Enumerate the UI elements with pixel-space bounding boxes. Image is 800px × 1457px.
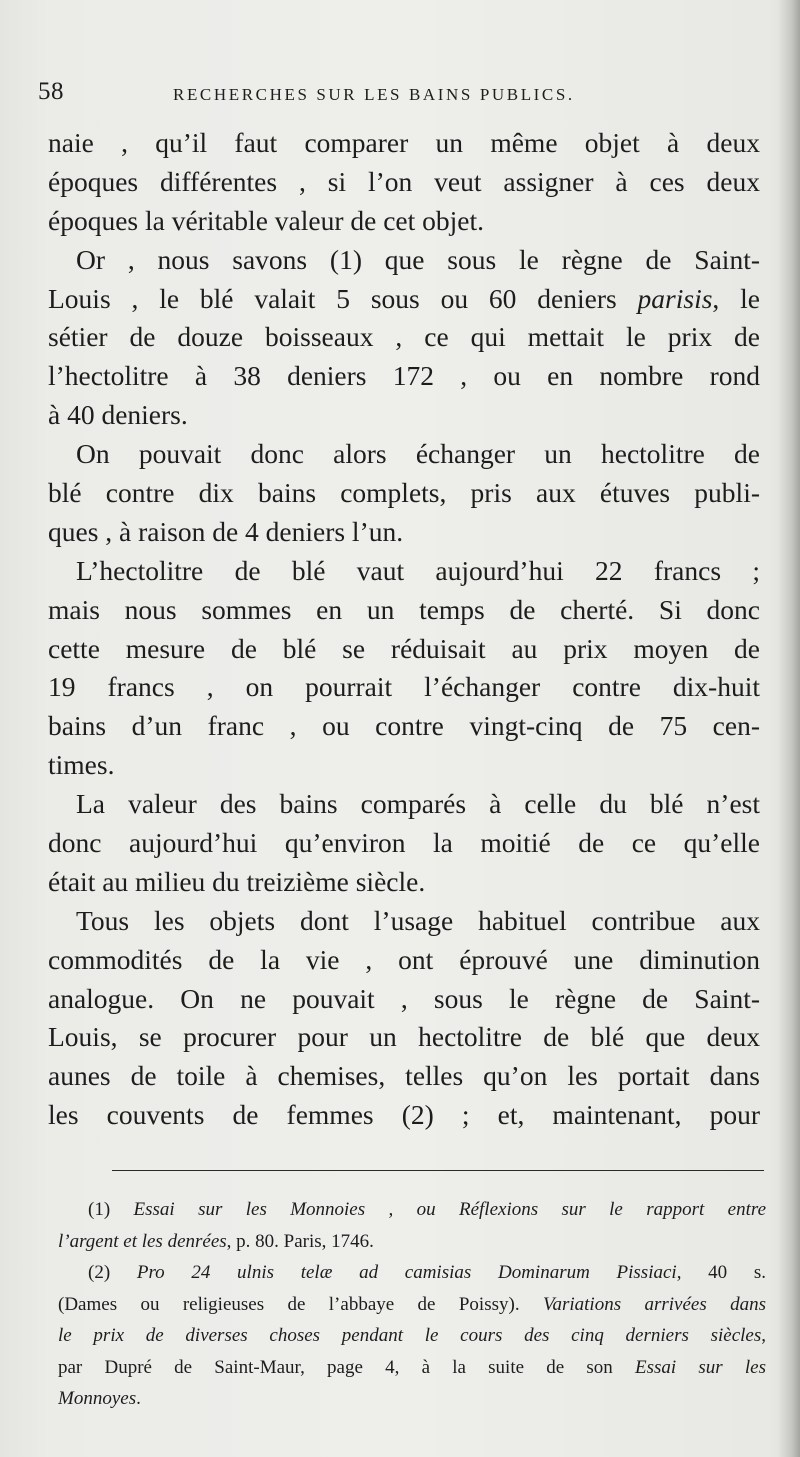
text-run: 19 francs , on pourrait l’échanger contre dix-huit [48, 671, 760, 703]
text-line [48, 668, 760, 707]
text-run: Louis, se procurer pour un hectolitre de blé que deux [48, 1021, 760, 1053]
text-line [48, 202, 760, 241]
italic-text: le prix de diverses choses pendant le cours des cinq derniers siècles [58, 1325, 762, 1346]
text-line [48, 707, 760, 746]
page-header [38, 78, 738, 110]
italic-text: Essai sur les [635, 1356, 766, 1378]
text-run: à 40 deniers. [48, 399, 188, 431]
text-run: époques la véritable valeur de cet objet. [48, 204, 484, 236]
footnote-2 [58, 1257, 766, 1415]
footnote-line [58, 1352, 766, 1384]
text-line [48, 863, 760, 902]
paragraph [48, 552, 760, 785]
text-line [48, 552, 760, 591]
text-line [48, 591, 760, 630]
text-line [48, 1096, 760, 1135]
text-line [48, 474, 760, 513]
text-run: était au milieu du treizième siècle. [48, 865, 426, 897]
text-line [48, 824, 760, 863]
text-run: Or , nous savons (1) que sous le règne de Saint- [76, 243, 760, 275]
text-run: aunes de toile à chemises, telles qu’on les portait dans [48, 1060, 760, 1092]
text-line [48, 318, 760, 357]
text-run: , [761, 1325, 766, 1346]
text-run: les couvents de femmes (2) ; et, maintenant, pour [48, 1099, 760, 1131]
italic-text: Essai sur les Monnoies , ou Réflexions sur le rapport entre [133, 1199, 766, 1220]
text-run: Tous les objets dont l’usage habituel contribue aux [76, 904, 760, 936]
text-run: cette mesure de blé se réduisait au prix moyen de [48, 632, 760, 664]
footnote-line [58, 1289, 766, 1321]
footnote-line [58, 1194, 766, 1226]
text-line [48, 163, 760, 202]
text-run: bains d’un franc , ou contre vingt-cinq de 75 cen- [48, 710, 760, 742]
text-line [48, 396, 760, 435]
text-line [48, 941, 760, 980]
text-run: L’hectolitre de blé vaut aujourd’hui 22 francs ; [76, 554, 760, 586]
text-run: Louis , le blé valait 5 sous ou 60 deniers [48, 282, 638, 314]
footnote-line [58, 1320, 766, 1352]
text-run: , le [712, 282, 760, 314]
footnote-line [58, 1257, 766, 1289]
page-edge-shadow [778, 0, 800, 1457]
text-run: (Dames ou religieuses de l’abbaye de Poissy). [58, 1293, 543, 1315]
italic-text: Monnoyes [58, 1388, 137, 1409]
text-run: l’hectolitre à 38 deniers 172 , ou en nombre rond [48, 360, 760, 392]
text-line [48, 124, 760, 163]
text-line [48, 1018, 760, 1057]
page-number: 58 [38, 78, 64, 105]
footnote-line [58, 1383, 766, 1415]
text-run: sétier de douze boisseaux , ce qui mettait le prix de [48, 321, 760, 353]
main-text [48, 124, 760, 1135]
text-run: blé contre dix bains complets, pris aux étuves publi- [48, 477, 760, 509]
paragraph [48, 785, 760, 902]
text-line [48, 357, 760, 396]
running-title: RECHERCHES SUR LES BAINS PUBLICS. [173, 85, 575, 104]
text-run: ques , à raison de 4 deniers l’un. [48, 515, 404, 547]
footnote-line [58, 1226, 766, 1258]
text-run: , 40 s. [676, 1262, 766, 1283]
text-run: donc aujourd’hui qu’environ la moitié de ce qu’elle [48, 827, 760, 859]
text-line [48, 435, 760, 474]
text-run: par Dupré de Saint-Maur, page 4, à la suite de son [58, 1356, 635, 1378]
paragraph [48, 124, 760, 241]
footnote-rule [112, 1170, 764, 1171]
italic-text: Pro 24 ulnis telæ ad camisias Dominarum Pissiaci [136, 1262, 677, 1283]
text-line [48, 241, 760, 280]
text-run: La valeur des bains comparés à celle du blé n’est [76, 788, 760, 820]
text-line [48, 902, 760, 941]
italic-text: l’argent et les denrées [58, 1230, 227, 1252]
footnotes [58, 1194, 766, 1415]
footnote-1 [58, 1194, 766, 1257]
text-line [48, 980, 760, 1019]
text-run: (1) [88, 1199, 134, 1220]
text-run: . [136, 1388, 141, 1409]
text-run: époques différentes , si l’on veut assigner à ces deux [48, 165, 760, 197]
italic-text: parisis [637, 282, 713, 314]
text-run: times. [48, 749, 115, 781]
paragraph [48, 902, 760, 1135]
text-line [48, 746, 760, 785]
paragraph [48, 435, 760, 552]
text-run: (2) [88, 1262, 137, 1283]
text-run: naie , qu’il faut comparer un même objet à deux [48, 127, 760, 158]
text-line [48, 1057, 760, 1096]
italic-text: Variations arrivées dans [542, 1293, 766, 1315]
text-run: commodités de la vie , ont éprouvé une diminution [48, 943, 760, 975]
text-line [48, 785, 760, 824]
text-run: On pouvait donc alors échanger un hectolitre de [76, 438, 760, 470]
text-line [48, 280, 760, 319]
text-line [48, 513, 760, 552]
text-run: , p. 80. Paris, 1746. [226, 1230, 374, 1252]
text-run: mais nous sommes en un temps de cherté. Si donc [48, 593, 760, 625]
paragraph [48, 241, 760, 435]
text-line [48, 630, 760, 669]
text-run: analogue. On ne pouvait , sous le règne de Saint- [48, 982, 760, 1014]
